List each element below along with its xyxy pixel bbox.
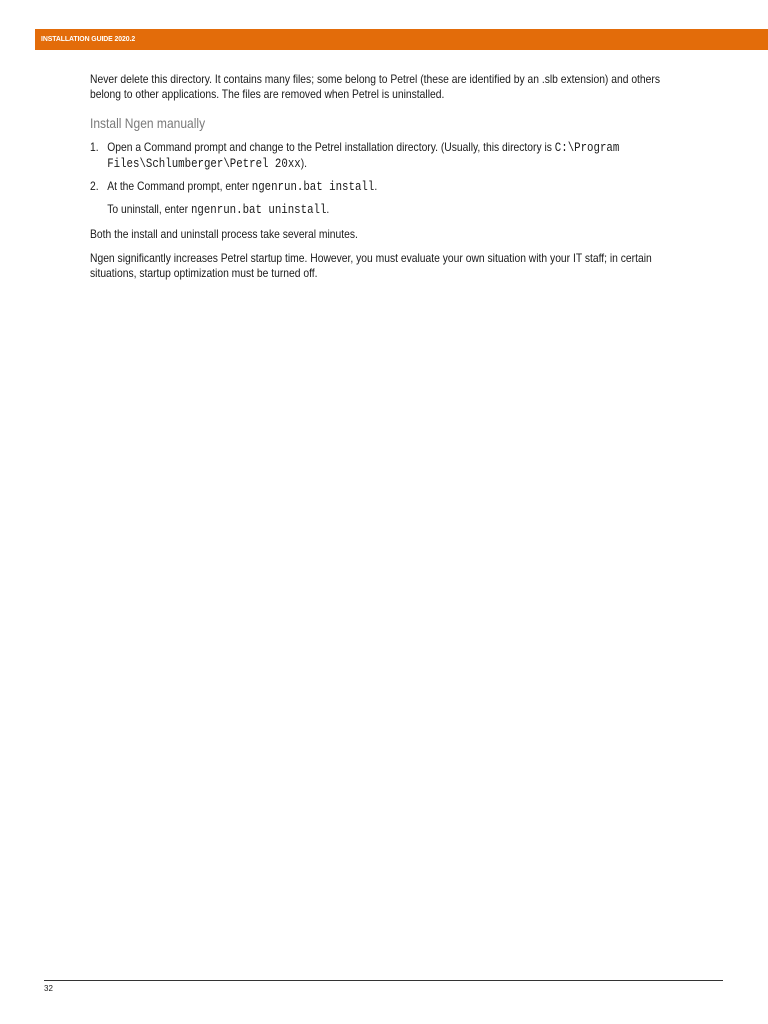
duration-paragraph: Both the install and uninstall process take several minutes.: [90, 227, 358, 241]
header-bar: [35, 29, 768, 50]
step-text-end: .: [374, 179, 378, 193]
uninstall-text: To uninstall, enter: [107, 202, 191, 216]
document-title: INSTALLATION GUIDE 2020.2: [41, 34, 136, 43]
steps-list: [90, 140, 692, 195]
uninstall-text-end: .: [326, 202, 330, 216]
uninstall-code: ngenrun.bat uninstall: [190, 203, 327, 217]
ngen-paragraph: Ngen significantly increases Petrel startup time. However, you must evaluate your own situation with your IT staff; in certain situations, startup optimization must be turned off.: [90, 251, 652, 280]
page-number: 32: [44, 984, 53, 993]
page-content: [90, 72, 661, 281]
step-code: C:\Program Files\Schlumberger\Petrel 20xx: [107, 141, 620, 171]
step-item: [90, 179, 692, 195]
step-number: 1.: [90, 140, 99, 154]
intro-paragraph: Never delete this directory. It contains many files; some belong to Petrel (these are identified by an .slb extension) and others belong to other applications. The files are removed when Petrel is uninstalled.: [90, 72, 661, 101]
step-item: [90, 140, 692, 172]
footer-divider: [44, 980, 723, 981]
step-text: Open a Command prompt and change to the Petrel installation directory. (Usually, this directory is: [107, 140, 555, 154]
step-text-end: ).: [300, 156, 308, 170]
step-text: At the Command prompt, enter: [107, 179, 252, 193]
uninstall-note: [90, 202, 709, 218]
section-heading: Install Ngen manually: [90, 115, 206, 131]
step-code: ngenrun.bat install: [251, 180, 375, 194]
step-number: 2.: [90, 179, 99, 193]
